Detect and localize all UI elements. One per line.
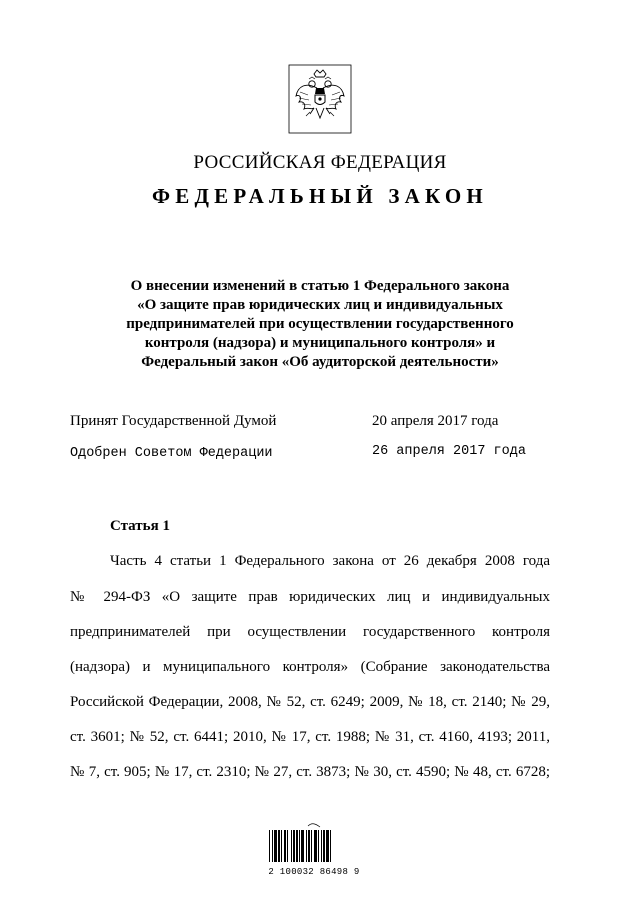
article-text-line: предпринимателей при осуществлении государственного контроля: [70, 624, 550, 640]
article-heading: Статья 1: [110, 518, 170, 534]
country-heading: РОССИЙСКАЯ ФЕДЕРАЦИЯ: [193, 152, 447, 173]
council-approval-label: Одобрен Советом Федерации: [70, 446, 273, 461]
article-text-line: № 7, ст. 905; № 17, ст. 2310; № 27, ст. 3873; № 30, ст. 4590; № 48, ст. 6728;: [70, 764, 550, 780]
barcode: [268, 822, 360, 884]
article-text-line: Российской Федерации, 2008, № 52, ст. 6249; 2009, № 18, ст. 2140; № 29,: [70, 694, 550, 710]
duma-adoption-date: 20 апреля 2017 года: [372, 413, 499, 429]
council-approval-date: 26 апреля 2017 года: [372, 444, 526, 459]
law-title-line: «О защите прав юридических лиц и индивидуальных: [137, 297, 503, 313]
law-title: [100, 277, 540, 372]
article-text-line: ст. 3601; № 52, ст. 6441; 2010, № 17, ст. 1988; № 31, ст. 4160, 4193; 2011,: [70, 729, 550, 745]
coat-of-arms-icon: [288, 64, 352, 134]
law-type-heading: ФЕДЕРАЛЬНЫЙ ЗАКОН: [152, 184, 488, 208]
article-text-line: № 294-ФЗ «О защите прав юридических лиц и индивидуальных: [70, 589, 550, 605]
article-text-line: Часть 4 статьи 1 Федерального закона от 26 декабря 2008 года: [110, 553, 550, 569]
law-title-line: контроля (надзора) и муниципального контроля» и: [144, 335, 496, 351]
law-title-line: предпринимателей при осуществлении государственного: [126, 316, 514, 332]
barcode-icon: [268, 822, 360, 862]
barcode-number: 2 100032 86498 9: [268, 867, 360, 877]
law-title-line: О внесении изменений в статью 1 Федерального закона: [130, 278, 510, 294]
duma-adoption-label: Принят Государственной Думой: [70, 413, 277, 429]
article-text-line: (надзора) и муниципального контроля» (Собрание законодательства: [70, 659, 550, 675]
law-title-line: Федеральный закон «Об аудиторской деятельности»: [141, 354, 499, 370]
